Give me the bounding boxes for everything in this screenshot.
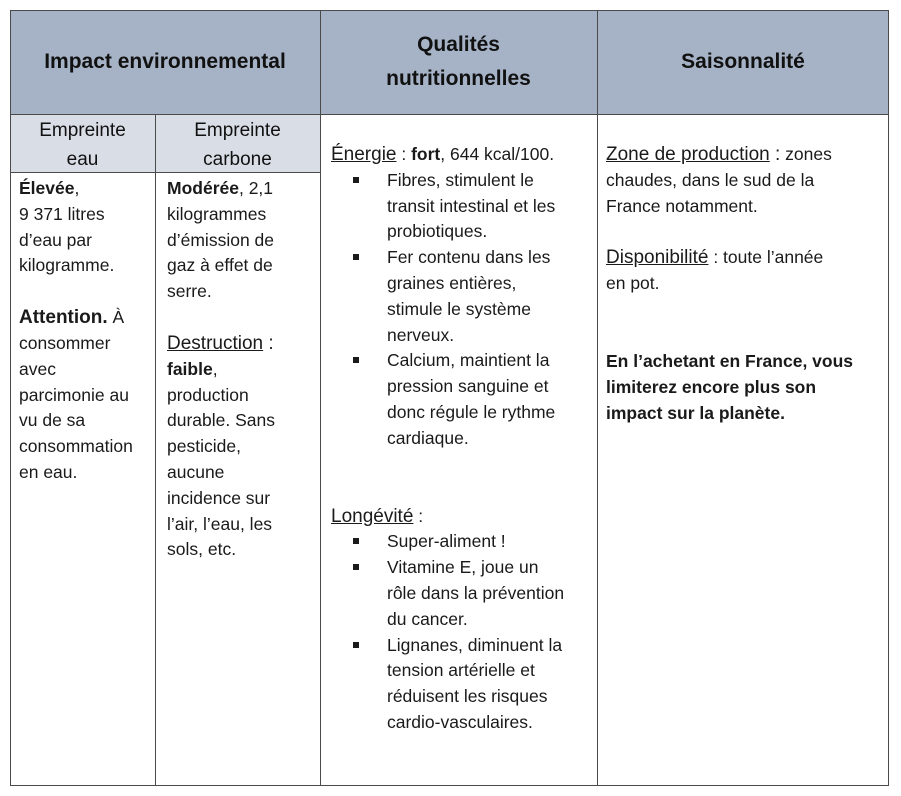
eau-attention-line: parcimonie au [19,384,129,405]
eau-level: Élevée [19,178,75,198]
divider-eau-carbone [155,114,156,786]
eau-attention-line: avec [19,358,56,379]
list-item-line: cardio-vasculaires. [387,711,533,732]
list-item-line: pression sanguine et [387,376,549,397]
carbone-level-rest: , 2,1 [238,178,274,198]
carbone-line: kilogrammes [167,203,267,224]
subheader-eau-line2: eau [66,149,99,170]
carbone-destruction-level-sep: , [212,358,218,379]
longevite-sep: : [413,505,424,526]
carbone-line: serre. [167,281,212,302]
longevite-label: Longévité [331,505,414,527]
list-item-line: tension artérielle et [387,660,535,681]
saison-bold-line: impact sur la planète. [606,402,785,423]
cell-saison [606,142,886,426]
header-impact-label: Impact environnemental [44,50,286,73]
subheader-carbone-line2: carbone [203,149,272,170]
border-right [888,10,889,786]
zone-line: France notamment. [606,195,758,216]
eau-line: d’eau par [19,229,92,250]
list-item-line: nerveux. [387,324,455,345]
list-item-line: graines entières, [387,272,517,293]
header-qualites-line2: nutritionnelles [386,67,531,90]
carbone-destruction-line: sols, etc. [167,539,237,560]
eau-attention-label: Attention. [19,307,108,329]
eau-attention-line: vu de sa [19,410,86,431]
list-item-line: Fer contenu dans les [387,247,551,268]
list-item-line: probiotiques. [387,221,488,242]
dispo-label: Disponibilité [606,247,709,269]
energie-list [331,168,595,452]
eau-line: 9 371 litres [19,203,105,224]
zone-first: zones [780,144,832,164]
carbone-destruction-line: durable. Sans [167,410,275,431]
eau-attention-first: À [107,307,125,328]
list-item [331,245,595,348]
list-item-line: rôle dans la prévention [387,582,565,603]
divider-col2 [597,10,598,786]
list-item-line: transit intestinal et les [387,195,556,216]
energie-level: fort [411,144,441,164]
header-impact [10,10,320,114]
list-item [331,348,595,451]
carbone-level: Modérée [167,178,239,198]
border-left [10,10,11,786]
cell-eau [19,176,153,486]
divider-subheader [10,172,320,173]
saison-bold-line: limiterez encore plus son [606,376,817,397]
eau-attention-line: en eau. [19,461,78,482]
eau-line: kilogramme. [19,255,115,276]
list-item-line: Super-aliment ! [387,531,506,552]
energie-label: Énergie [331,144,397,165]
cell-carbone [167,176,319,563]
eau-attention-line: consommer [19,332,111,353]
subheader-eau-line1: Empreinte [39,120,126,141]
cell-qualites [331,142,595,736]
eau-level-sep: , [74,178,80,198]
border-top [10,10,889,11]
carbone-destruction-level: faible [167,358,213,379]
header-qualites-line1: Qualités [417,33,500,56]
divider-header [10,114,889,115]
carbone-line: gaz à effet de [167,255,273,276]
header-saison-label: Saisonnalité [681,50,805,73]
subheader-eau [10,114,155,172]
carbone-destruction-line: l’air, l’eau, les [167,513,273,534]
saison-bold-line: En l’achetant en France, vous [606,350,854,371]
info-table [10,10,889,786]
list-item [331,529,595,555]
energie-rest: , 644 kcal/100. [440,144,555,164]
carbone-destruction-line: aucune [167,461,225,482]
border-bottom [10,785,889,786]
subheader-carbone-line1: Empreinte [194,120,281,141]
dispo-rest: : toute l’année [708,247,824,268]
carbone-destruction-line: production [167,384,249,405]
divider-col1 [320,10,321,786]
zone-label: Zone de production [606,144,770,165]
carbone-line: d’émission de [167,229,274,250]
list-item [331,168,595,245]
subheader-carbone [155,114,320,172]
list-item [331,555,595,632]
energie-sep: : [396,144,412,164]
list-item-line: réduisent les risques [387,686,548,707]
zone-line: chaudes, dans le sud de la [606,169,815,190]
list-item [331,633,595,736]
carbone-destruction-sep: : [263,332,274,354]
eau-attention-line: consommation [19,436,133,457]
carbone-destruction-line: pesticide, [167,436,241,457]
dispo-line: en pot. [606,273,660,294]
zone-sep: : [769,144,781,165]
list-item-line: Vitamine E, joue un [387,557,539,578]
list-item-line: Calcium, maintient la [387,350,550,371]
list-item-line: stimule le système [387,298,531,319]
header-qualites [320,10,597,114]
list-item-line: Fibres, stimulent le [387,169,534,190]
list-item-line: Lignanes, diminuent la [387,634,563,655]
longevite-list [331,529,595,735]
header-saison [597,10,889,114]
carbone-destruction-line: incidence sur [167,487,271,508]
list-item-line: cardiaque. [387,427,469,448]
list-item-line: du cancer. [387,608,468,629]
list-item-line: donc régule le rythme [387,401,556,422]
carbone-destruction-label: Destruction [167,332,264,354]
